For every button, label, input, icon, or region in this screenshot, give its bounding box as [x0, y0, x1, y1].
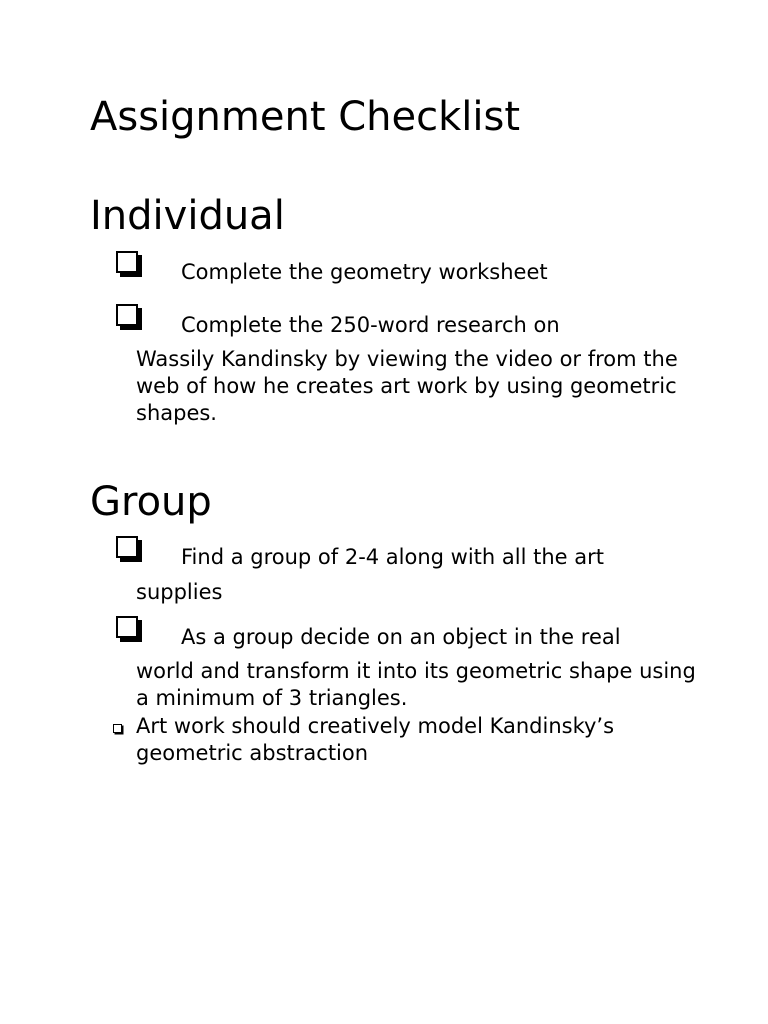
small-checkbox-icon[interactable]	[113, 724, 122, 733]
checkbox-icon[interactable]	[116, 251, 138, 273]
checklist-item-continuation: world and transform it into its geometric shape using a minimum of 3 triangles.	[136, 659, 696, 710]
page-title: Assignment Checklist	[90, 94, 521, 140]
checklist-item-continuation: supplies	[136, 580, 223, 604]
checkbox-icon[interactable]	[116, 536, 138, 558]
checklist-item-continuation: Wassily Kandinsky by viewing the video or from the web of how he creates art work by using geometric shapes.	[136, 347, 678, 425]
checklist-item-label: Find a group of 2-4 along with all the art	[181, 545, 604, 569]
checkbox-icon[interactable]	[116, 304, 138, 326]
checkbox-icon[interactable]	[116, 616, 138, 638]
section-heading-group: Group	[90, 479, 212, 525]
checklist-item-label: Complete the 250-word research on	[181, 313, 560, 337]
checklist-item-label: Complete the geometry worksheet	[181, 260, 548, 284]
checklist-item-label: As a group decide on an object in the real	[181, 625, 621, 649]
checklist-item-label: Art work should creatively model Kandinsky’s geometric abstraction	[136, 714, 615, 765]
section-heading-individual: Individual	[90, 193, 285, 239]
